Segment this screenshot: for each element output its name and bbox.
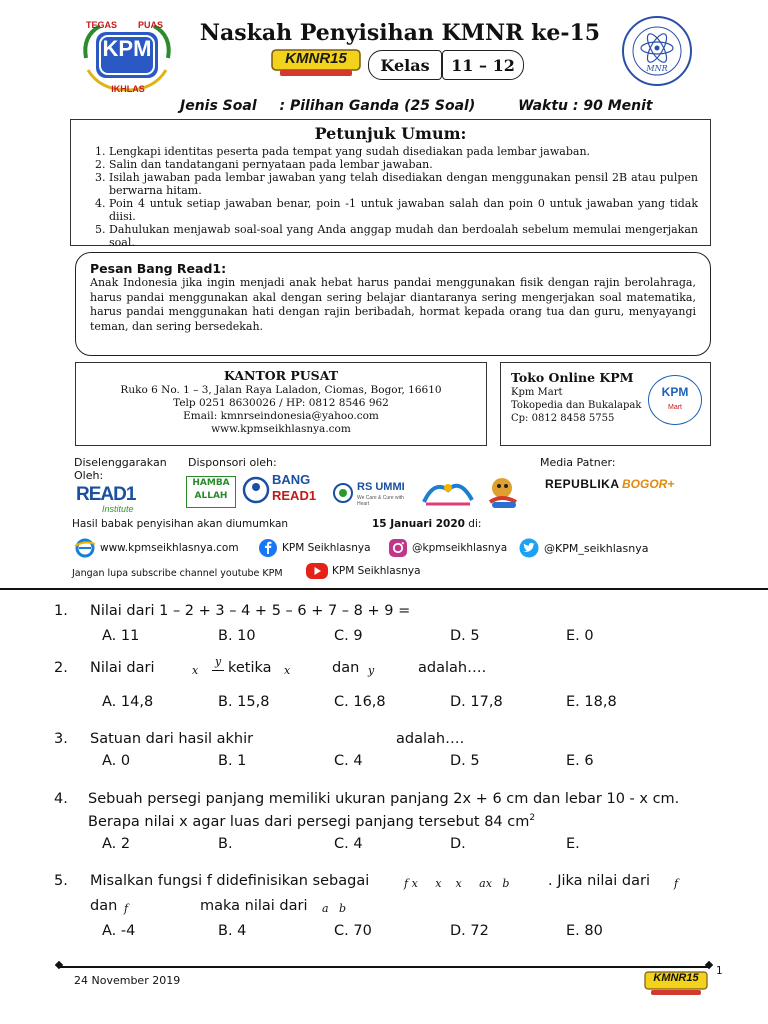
office-phone: Telp 0251 8630026 / HP: 0812 8546 962 bbox=[173, 397, 389, 409]
facebook-link[interactable] bbox=[258, 538, 371, 558]
read1-logo-text: READ1 bbox=[76, 484, 136, 505]
question-2-text-c: dan bbox=[332, 660, 360, 676]
kpm-logo-ikhlas: IKHLAS bbox=[111, 84, 145, 94]
q3-option-a[interactable]: A. 0 bbox=[102, 753, 131, 769]
message-box bbox=[75, 252, 711, 356]
time-limit: Waktu : 90 Menit bbox=[518, 98, 653, 114]
twitter-link[interactable] bbox=[518, 538, 648, 558]
q5-option-e[interactable]: E. 80 bbox=[566, 923, 603, 939]
hamba-allah-line2: ALLAH bbox=[194, 491, 228, 501]
question-5-math-b: f bbox=[674, 877, 679, 890]
question-2-math-b: x bbox=[284, 664, 291, 677]
instruction-item: 3. Isilah jawaban pada lembar jawaban yang telah disediakan dengan menggunakan pensil 2B atau pulpen berwarna hitam. bbox=[109, 171, 698, 197]
q3-option-e[interactable]: E. 6 bbox=[566, 753, 594, 769]
bogor-plus-logo: BOGOR+ bbox=[622, 477, 675, 491]
page-number: 1 bbox=[716, 965, 723, 977]
class-label: Kelas bbox=[368, 50, 442, 80]
office-title: KANTOR PUSAT bbox=[223, 368, 339, 383]
question-5-text-a: Misalkan fungsi f didefinisikan sebagai bbox=[90, 873, 370, 889]
q1-option-c[interactable]: C. 9 bbox=[334, 628, 363, 644]
footer-rule bbox=[60, 966, 710, 968]
mnr-logo-text: MNR bbox=[646, 64, 668, 73]
question-3-text-b: adalah…. bbox=[396, 731, 465, 747]
q1-option-a[interactable]: A. 11 bbox=[102, 628, 140, 644]
question-2-math-a: x bbox=[192, 664, 199, 677]
general-instructions bbox=[70, 119, 711, 249]
q3-option-c[interactable]: C. 4 bbox=[334, 753, 363, 769]
office-email: Email: kmnrseindonesia@yahoo.com bbox=[183, 410, 379, 422]
mascot-logo bbox=[482, 474, 524, 510]
question-type-value: : Pilihan Ganda (25 Soal) bbox=[279, 98, 476, 114]
question-type-label: Jenis Soal bbox=[180, 98, 257, 114]
head-office-box bbox=[75, 362, 487, 446]
q5-option-b[interactable]: B. 4 bbox=[218, 923, 247, 939]
republika-logo: REPUBLIKA bbox=[545, 477, 620, 491]
q4-option-a[interactable]: A. 2 bbox=[102, 836, 131, 852]
mnr-logo bbox=[620, 14, 694, 88]
rs-ummi-logo bbox=[332, 480, 414, 510]
question-5-math-a: f x x x ax b bbox=[404, 877, 510, 890]
read1-logo-sub: Institute bbox=[102, 504, 134, 514]
q2-option-b[interactable]: B. 15,8 bbox=[218, 694, 270, 710]
class-value: 11 – 12 bbox=[442, 50, 524, 80]
twitter-text: @KPM_seikhlasnya bbox=[544, 541, 649, 555]
youtube-icon bbox=[306, 562, 328, 580]
announcement-suffix: di: bbox=[464, 518, 482, 530]
question-5-line2-a: dan bbox=[90, 898, 118, 914]
shop-contact: Cp: 0812 8458 5755 bbox=[511, 413, 615, 424]
shop-title: Toko Online KPM bbox=[511, 370, 634, 385]
q2-option-c[interactable]: C. 16,8 bbox=[334, 694, 386, 710]
online-shop-box bbox=[500, 362, 711, 446]
q3-option-d[interactable]: D. 5 bbox=[450, 753, 480, 769]
announcement-date: 15 Januari 2020 bbox=[372, 518, 465, 530]
q5-option-d[interactable]: D. 72 bbox=[450, 923, 489, 939]
question-2-text-d: adalah…. bbox=[418, 660, 487, 676]
instruction-item: 4. Poin 4 untuk setiap jawaban benar, poin -1 untuk jawaban salah dan poin 0 untuk jawaban yang tidak diisi. bbox=[109, 197, 698, 223]
kpm-logo-puas: PUAS bbox=[138, 20, 164, 30]
q2-option-e[interactable]: E. 18,8 bbox=[566, 694, 617, 710]
hamba-allah-line1: HAMBA bbox=[192, 478, 230, 488]
shop-platforms: Tokopedia dan Bukalapak bbox=[511, 400, 642, 411]
q5-option-c[interactable]: C. 70 bbox=[334, 923, 372, 939]
question-4-line-2-text: Berapa nilai x agar luas dari persegi panjang tersebut 84 cm bbox=[88, 813, 530, 830]
waterpark-logo bbox=[420, 474, 476, 510]
q3-option-b[interactable]: B. 1 bbox=[218, 753, 247, 769]
facebook-text: KPM Seikhlasnya bbox=[282, 542, 371, 554]
footer-kmnr-logo-text: KMNR15 bbox=[653, 972, 699, 984]
announcement-text: Hasil babak penyisihan akan diumumkan bbox=[72, 518, 289, 530]
rs-ummi-text: RS UMMI bbox=[357, 481, 405, 493]
footer-kmnr-logo bbox=[643, 970, 709, 998]
q4-option-d[interactable]: D. bbox=[450, 836, 466, 852]
rs-ummi-tagline: We Care & Cure with Heart bbox=[357, 495, 404, 507]
q4-option-e[interactable]: E. bbox=[566, 836, 580, 852]
bang-read1-line2: READ1 bbox=[272, 488, 317, 503]
fraction-bar bbox=[212, 670, 224, 671]
q4-option-b[interactable]: B. bbox=[218, 836, 233, 852]
instagram-link[interactable] bbox=[388, 538, 507, 558]
bang-read1-logo bbox=[242, 472, 324, 510]
kpm-logo-tegas: TEGAS bbox=[86, 20, 118, 30]
question-1-number: 1. bbox=[54, 603, 68, 619]
shop-name: Kpm Mart bbox=[511, 387, 563, 398]
exam-info bbox=[180, 98, 740, 114]
bang-read1-line1: BANG bbox=[272, 472, 311, 487]
youtube-text: KPM Seikhlasnya bbox=[332, 565, 421, 577]
q2-option-d[interactable]: D. 17,8 bbox=[450, 694, 503, 710]
question-5-number: 5. bbox=[54, 873, 68, 889]
question-2-fraction-numerator: y bbox=[215, 655, 222, 668]
q1-option-d[interactable]: D. 5 bbox=[450, 628, 480, 644]
hamba-allah-logo bbox=[186, 476, 236, 508]
question-2-text-a: Nilai dari bbox=[90, 660, 155, 676]
question-4-line-1: Sebuah persegi panjang memiliki ukuran panjang 2x + 6 cm dan lebar 10 - x cm. bbox=[88, 791, 680, 807]
read1-institute-logo bbox=[76, 484, 146, 514]
youtube-note: Jangan lupa subscribe channel youtube KPM bbox=[72, 568, 283, 579]
q5-option-a[interactable]: A. -4 bbox=[102, 923, 136, 939]
question-3-text-a: Satuan dari hasil akhir bbox=[90, 731, 254, 747]
instruction-item: 1. Lengkapi identitas peserta pada tempat yang sudah disediakan pada lembar jawaban. bbox=[109, 145, 698, 158]
question-1-text: Nilai dari 1 – 2 + 3 – 4 + 5 – 6 + 7 – 8 + 9 = bbox=[90, 603, 411, 619]
instruction-item: 2. Salin dan tandatangani pernyataan pada lembar jawaban. bbox=[109, 158, 698, 171]
media-partner-label: Media Patner: bbox=[540, 456, 616, 469]
organizer-label: Diselenggarakan Oleh: bbox=[74, 456, 167, 482]
message-text: Anak Indonesia jika ingin menjadi anak hebat harus pandai menggunakan fisik dengan rajin berolahraga, harus pandai menggunakan akal dengan sering belajar diantaranya sering mengerjakan soal matematika, harus pandai menggunakan hati dengan rajin beribadah, hormat kepada orang tua dan guru, menyayangi teman, dan sering bersedekah. bbox=[90, 276, 696, 333]
message-title: Pesan Bang Read1: bbox=[90, 261, 227, 276]
facebook-icon bbox=[258, 538, 278, 558]
question-4-number: 4. bbox=[54, 791, 68, 807]
question-2-number: 2. bbox=[54, 660, 68, 676]
instagram-icon bbox=[388, 538, 408, 558]
kpm-logo bbox=[78, 18, 176, 98]
website-link[interactable] bbox=[74, 538, 239, 558]
website-text: www.kpmseikhlasnya.com bbox=[100, 542, 239, 554]
question-5-math-c: f bbox=[124, 902, 129, 915]
office-website: www.kpmseikhlasnya.com bbox=[211, 423, 351, 435]
instructions-list bbox=[71, 145, 710, 249]
section-divider bbox=[0, 588, 768, 590]
question-3-number: 3. bbox=[54, 731, 68, 747]
kpm-mart-logo-sub: Mart bbox=[668, 404, 682, 411]
document-title: Naskah Penyisihan KMNR ke-15 bbox=[199, 20, 601, 46]
q2-option-a[interactable]: A. 14,8 bbox=[102, 694, 154, 710]
question-4-superscript: 2 bbox=[529, 813, 536, 823]
kpm-mart-logo bbox=[648, 375, 702, 425]
question-2-math-c: y bbox=[368, 664, 375, 677]
instructions-title: Petunjuk Umum: bbox=[314, 124, 467, 143]
instruction-item: 5. Dahulukan menjawab soal-soal yang Anda anggap mudah dan berdoalah sebelum memulai mengerjakan soal. bbox=[109, 223, 698, 249]
instagram-text: @kpmseikhlasnya bbox=[412, 542, 508, 554]
internet-explorer-icon bbox=[74, 538, 96, 558]
kmnr-logo-text: KMNR15 bbox=[285, 50, 347, 67]
kpm-mart-logo-text: KPM bbox=[661, 385, 689, 399]
kmnr-logo bbox=[270, 48, 362, 78]
twitter-icon bbox=[518, 538, 540, 558]
question-2-text-b: ketika bbox=[228, 660, 272, 676]
q4-option-c[interactable]: C. 4 bbox=[334, 836, 363, 852]
youtube-link[interactable] bbox=[306, 562, 421, 580]
question-5-text-b: . Jika nilai dari bbox=[548, 873, 651, 889]
footer-date: 24 November 2019 bbox=[74, 974, 181, 987]
question-5-math-d: a b bbox=[322, 902, 347, 915]
sponsor-label: Disponsori oleh: bbox=[188, 456, 277, 469]
q1-option-e[interactable]: E. 0 bbox=[566, 628, 594, 644]
announcement-date-line bbox=[372, 518, 481, 530]
q1-option-b[interactable]: B. 10 bbox=[218, 628, 256, 644]
office-address: Ruko 6 No. 1 – 3, Jalan Raya Laladon, Ciomas, Bogor, 16610 bbox=[120, 384, 442, 396]
kpm-logo-text: KPM bbox=[102, 36, 152, 61]
question-4-line-2 bbox=[88, 813, 535, 830]
question-5-line2-b: maka nilai dari bbox=[200, 898, 308, 914]
